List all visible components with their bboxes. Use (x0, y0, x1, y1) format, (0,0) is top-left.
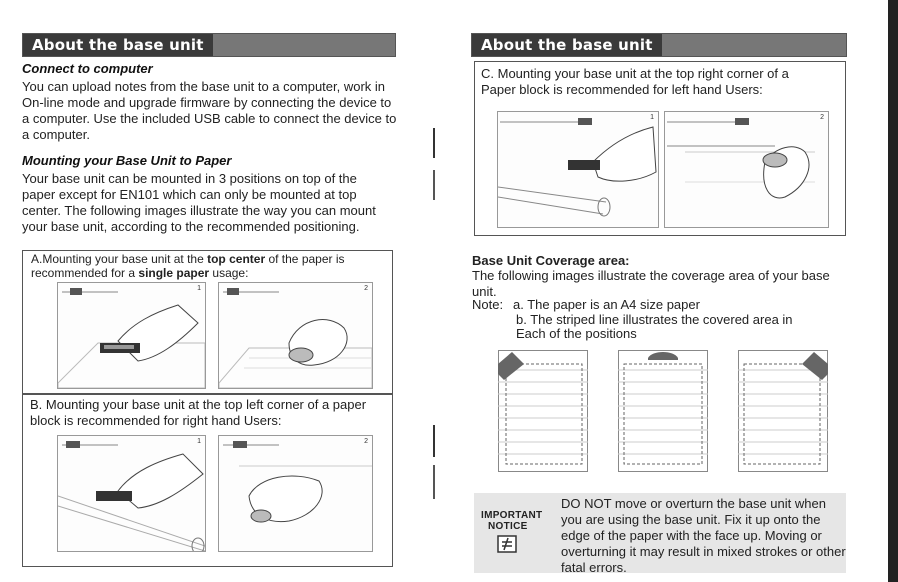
figure-c1-number: 1 (650, 114, 654, 121)
binding-mark-top (433, 128, 438, 158)
notice-label-important: IMPORTANT (481, 510, 543, 521)
coverage-diagram-center (618, 350, 708, 472)
binding-mark-top-2 (433, 170, 438, 200)
section-c-text: C. Mounting your base unit at the top right corner of a Paper block is recommended for left hand Users: (481, 66, 789, 97)
section-a-bold-top-center: top center (207, 252, 266, 266)
notice-text: DO NOT move or overturn the base unit when you are using the base unit. Fix it up onto the edge of the paper with the face up. Moving or overturning it may result in mixed strokes or other fatal errors. (561, 496, 846, 575)
figure-b2-number: 2 (364, 438, 368, 445)
figure-a2-number: 2 (364, 285, 368, 292)
coverage-note-a: a. The paper is an A4 size paper (513, 297, 700, 312)
right-header-title: About the base unit (472, 34, 662, 56)
figure-b1-number: 1 (197, 438, 201, 445)
page-edge (888, 0, 898, 582)
right-section-header (471, 33, 847, 57)
coverage-note-b2: Each of the positions (516, 326, 637, 341)
figure-c1 (497, 111, 659, 228)
connect-title: Connect to computer (22, 61, 153, 76)
section-a-pre: A.Mounting your base unit at the (31, 252, 208, 266)
section-a-bold-single-paper: single paper (138, 266, 210, 280)
figure-a2 (218, 282, 373, 389)
notice-label-notice: NOTICE (488, 521, 528, 532)
section-a-text (31, 252, 376, 280)
coverage-title: Base Unit Coverage area: (472, 253, 630, 268)
left-header-title: About the base unit (23, 34, 213, 56)
notice-icon (497, 535, 517, 553)
coverage-diagram-right (738, 350, 828, 472)
binding-mark-bottom (433, 425, 438, 457)
section-b-text: B. Mounting your base unit at the top left corner of a paper block is recommended for right hand Users: (30, 397, 367, 428)
figure-a1-number: 1 (197, 285, 201, 292)
section-a-post: usage: (209, 266, 249, 280)
section-a-mid: of the paper is recommended for a (31, 252, 345, 280)
coverage-diagram-left (498, 350, 588, 472)
binding-mark-bottom-2 (433, 465, 438, 499)
figure-c2 (664, 111, 829, 228)
left-section-header (22, 33, 396, 57)
mounting-body: Your base unit can be mounted in 3 positions on top of the paper except for EN101 which can only be mounted at top center. The following images illustrate the way you can mount your base unit, according to the recommended positioning. (22, 171, 376, 234)
coverage-body: The following images illustrate the coverage area of your base unit. (472, 268, 830, 299)
connect-body: You can upload notes from the base unit to a computer, work in On-line mode and upgrade firmware by connecting the device to a computer. Use the included USB cable to connect the device to a computer. (22, 79, 397, 142)
figure-c2-number: 2 (820, 114, 824, 121)
mounting-title: Mounting your Base Unit to Paper (22, 153, 232, 168)
figure-b2 (218, 435, 373, 552)
figure-a1 (57, 282, 206, 389)
figure-b1 (57, 435, 206, 552)
coverage-note-label: Note: (472, 297, 504, 312)
coverage-note-b1: b. The striped line illustrates the covered area in (516, 312, 793, 327)
